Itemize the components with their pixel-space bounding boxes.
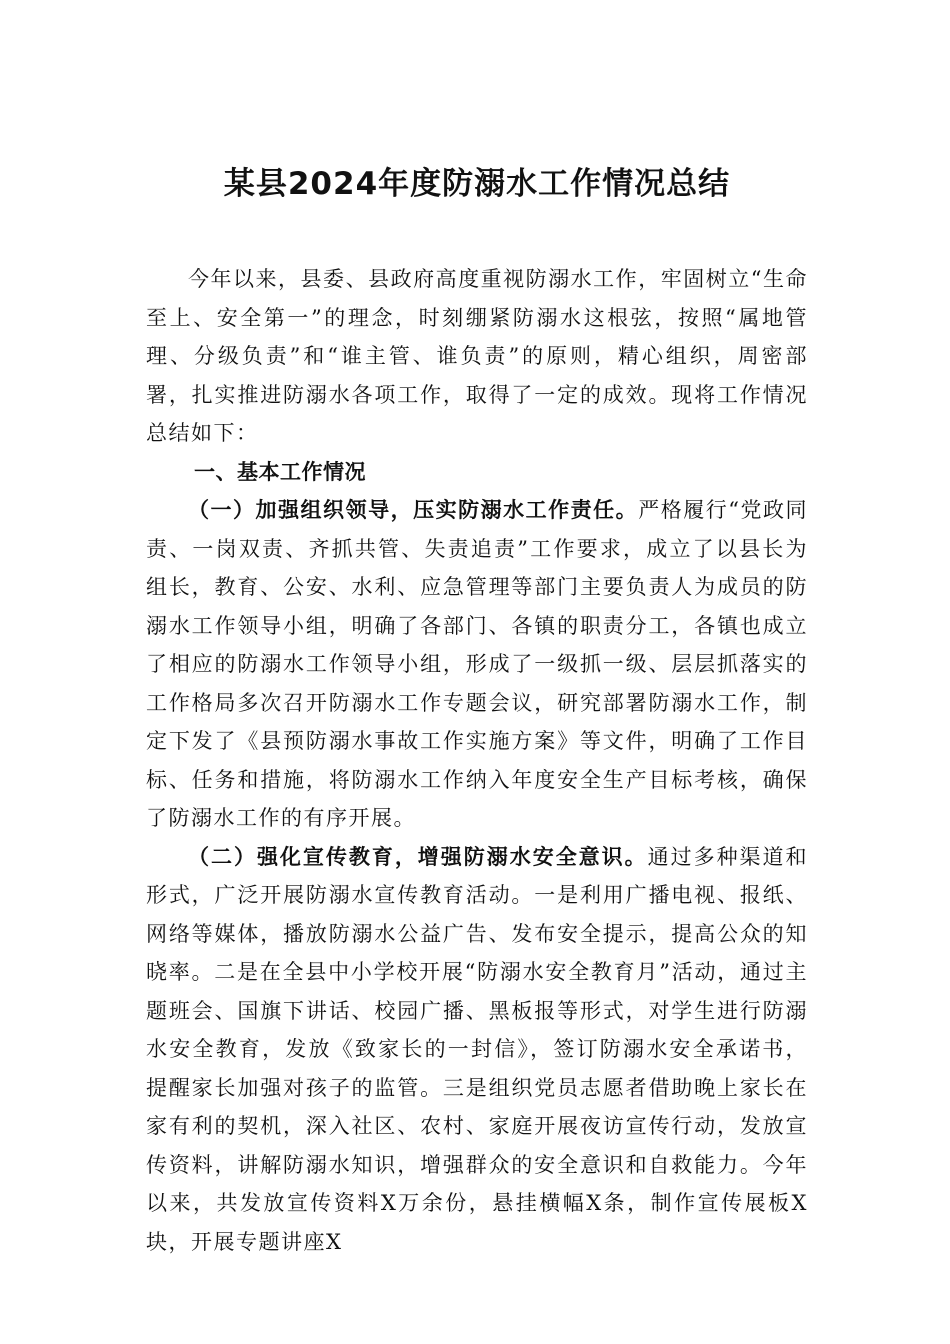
document-title: 某县2024年度防溺水工作情况总结 [223, 166, 731, 202]
section-item-paragraph [146, 491, 808, 838]
item-lead-sentence: （二）强化宣传教育，增强防溺水安全意识。 [188, 844, 648, 869]
section-heading: 一、基本工作情况 [194, 459, 366, 484]
item-lead-sentence: （一）加强组织领导，压实防溺水工作责任。 [188, 498, 639, 522]
document-body [146, 260, 808, 1261]
section-item-paragraph [146, 838, 808, 1262]
item-body-text: 通过多种渠道和形式，广泛开展防溺水宣传教育活动。一是利用广播电视、报纸、网络等媒体，播放防溺水公益广告、发布安全提示，提高公众的知晓率。二是在全县中小学校开展“防溺水安全教育月”活动，通过主题班会、国旗下讲话、校园广播、黑板报等形式，对学生进行防溺水安全教育，发放《致家长的一封信》，签订防溺水安全承诺书，提醒家长加强对孩子的监管。三是组织党员志愿者借助晚上家长在家有利的契机，深入社区、农村、家庭开展夜访宣传行动，发放宣传资料，讲解防溺水知识，增强群众的安全意识和自救能力。今年以来，共发放宣传资料X万余份，悬挂横幅X条，制作宣传展板X块，开展专题讲座X [146, 844, 809, 1254]
item-body-text: 严格履行“党政同责、一岗双责、齐抓共管、失责追责”工作要求，成立了以县长为组长，教育、公安、水利、应急管理等部门主要负责人为成员的防溺水工作领导小组，明确了各部门、各镇的职责分工，各镇也成立了相应的防溺水工作领导小组，形成了一级抓一级、层层抓落实的工作格局多次召开防溺水工作专题会议，研究部署防溺水工作，制定下发了《县预防溺水事故工作实施方案》等文件，明确了工作目标、任务和措施，将防溺水工作纳入年度安全生产目标考核，确保了防溺水工作的有序开展。 [146, 498, 808, 830]
intro-paragraph: 今年以来，县委、县政府高度重视防溺水工作，牢固树立“生命至上、安全第一”的理念，时刻绷紧防溺水这根弦，按照“属地管理、分级负责”和“谁主管、谁负责”的原则，精心组织，周密部署，扎实推进防溺水各项工作，取得了一定的成效。现将工作情况总结如下： [146, 267, 808, 445]
